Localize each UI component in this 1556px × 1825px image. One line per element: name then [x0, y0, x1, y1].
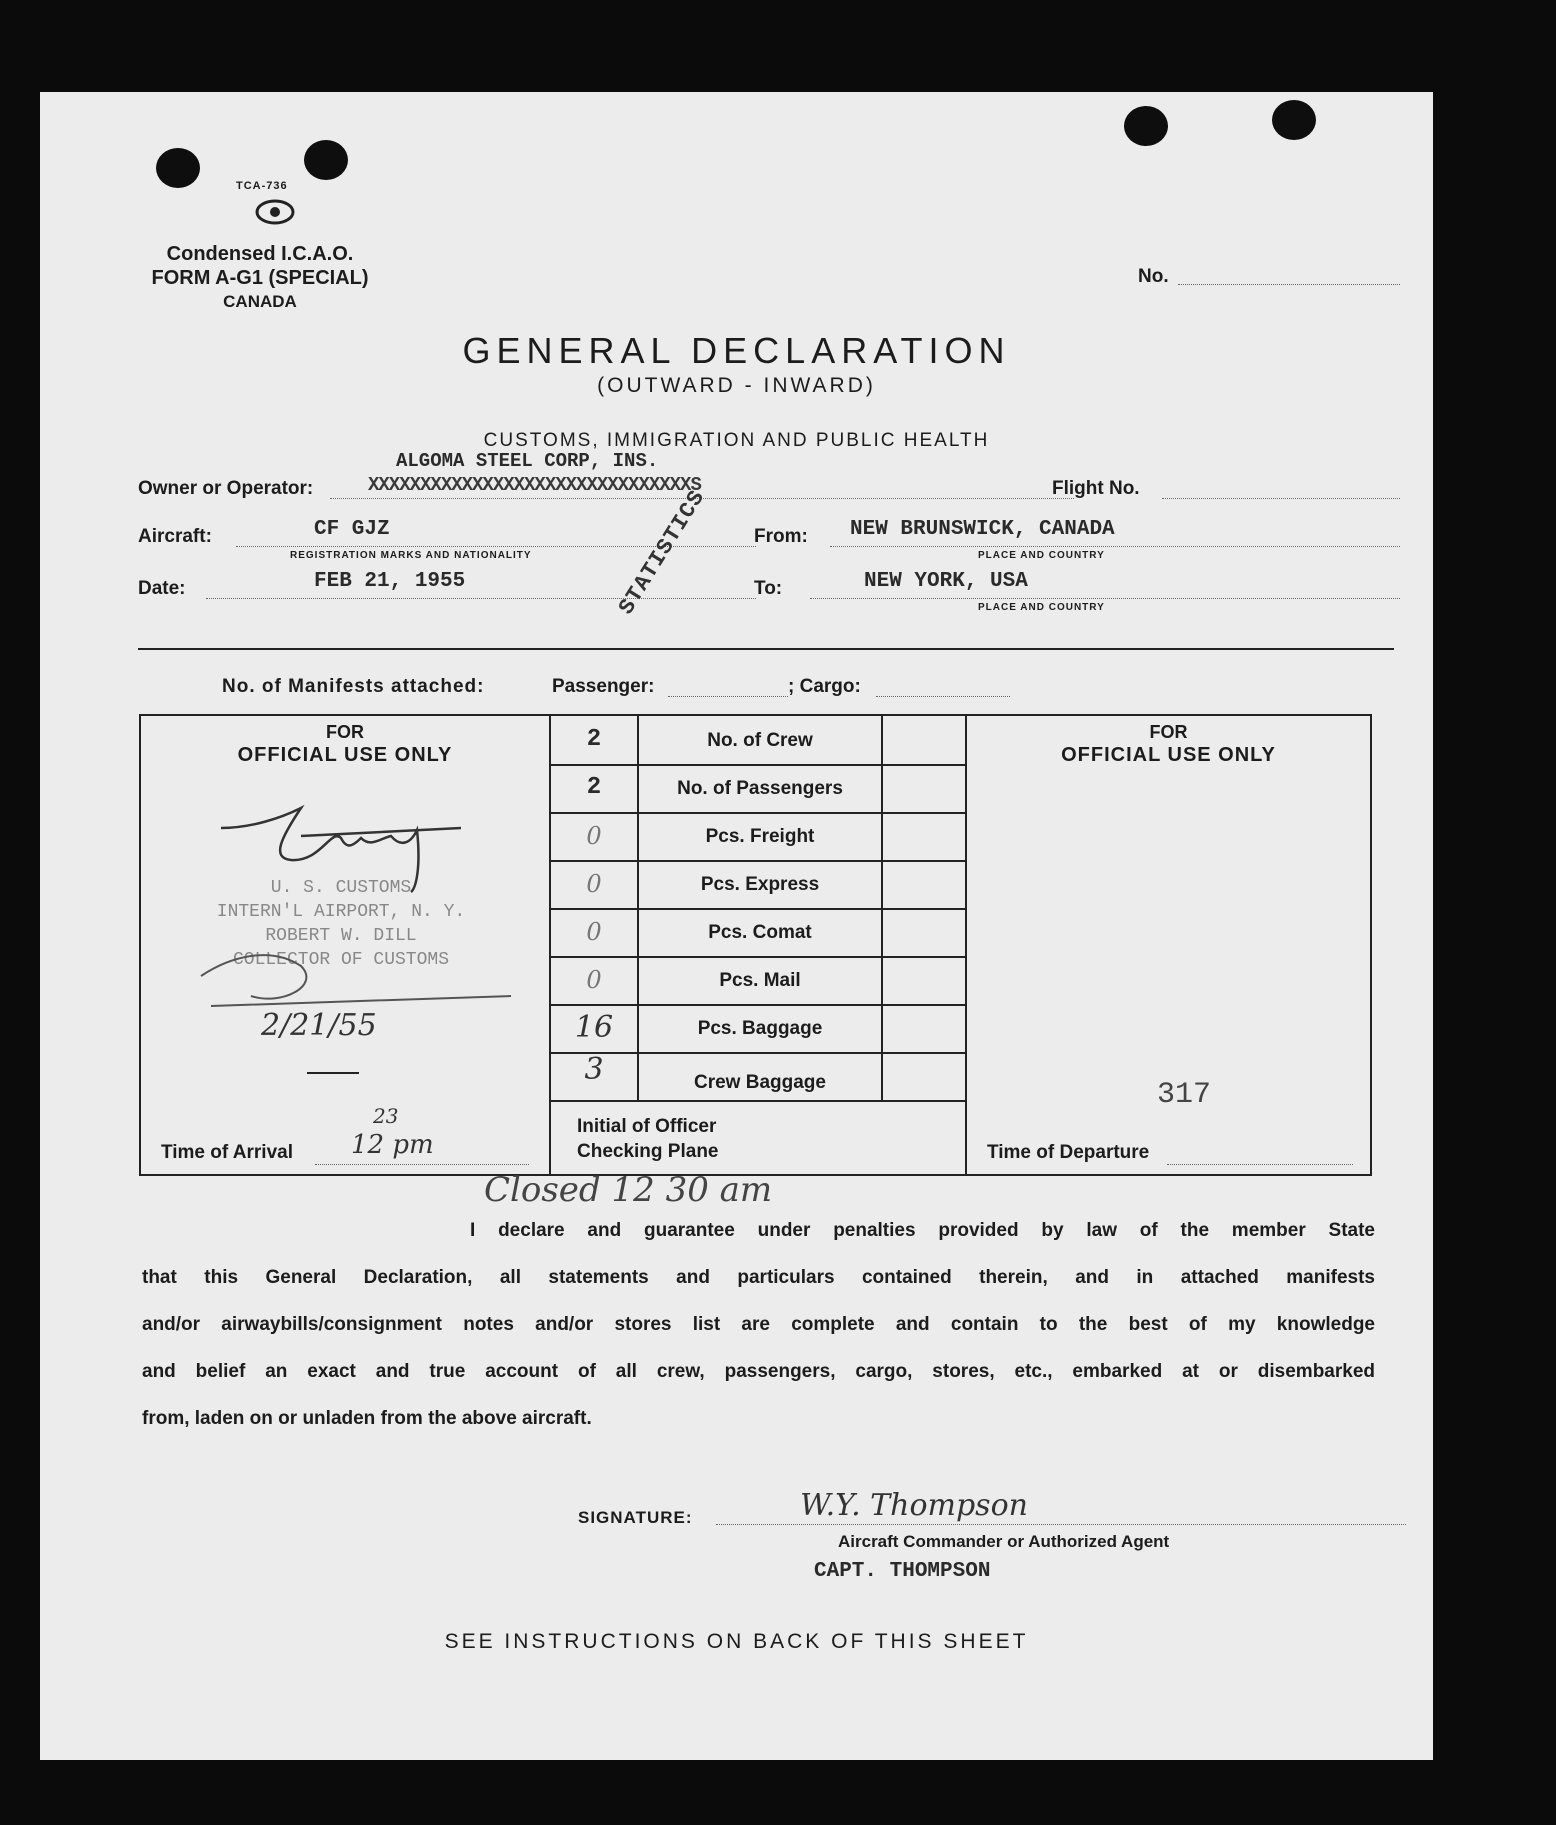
from-value: NEW BRUNSWICK, CANADA [850, 518, 1115, 541]
departure-number: 317 [1157, 1078, 1212, 1112]
to-field [810, 598, 1400, 599]
initial-officer-box [577, 1114, 719, 1164]
signer-name: CAPT. THOMPSON [814, 1560, 991, 1583]
stamp-date: 2/21/55 [261, 1008, 377, 1043]
table-row [551, 764, 965, 812]
customs-stamp-line: COLLECTOR OF CUSTOMS [232, 950, 450, 970]
customs-scribble-icon [191, 936, 521, 1016]
form-code: TCA-736 [236, 180, 288, 192]
owner-label: Owner or Operator: [138, 478, 314, 499]
express-label: Pcs. Express [700, 874, 820, 895]
left-header-official: OFFICIAL USE ONLY [237, 744, 453, 766]
arrival-value: 12 pm [351, 1130, 434, 1160]
left-header-for: FOR [326, 722, 364, 742]
declaration-line: and/or airwaybills/consignment notes and/or stores list are complete and contain to the best of my knowledge [142, 1314, 1375, 1335]
from-label: From: [754, 526, 808, 547]
declaration-line: I declare and guarantee under penalties provided by law of the member State [470, 1220, 1375, 1241]
to-caption: PLACE AND COUNTRY [978, 602, 1105, 613]
from-field [830, 546, 1400, 547]
initial-label-line1: Initial of Officer [577, 1116, 717, 1137]
arrival-minutes: 23 [373, 1104, 399, 1128]
express-count: 0 [586, 870, 602, 898]
crew-baggage-label: Crew Baggage [694, 1072, 826, 1093]
no-field [1178, 284, 1400, 285]
customs-stamp-line: U. S. CUSTOMS [270, 878, 412, 898]
comat-count: 0 [586, 918, 602, 946]
passenger-label: Passenger: [552, 676, 655, 697]
signature-caption: Aircraft Commander or Authorized Agent [838, 1532, 1170, 1551]
mail-count: 0 [586, 966, 602, 994]
passengers-count: 2 [586, 774, 602, 801]
to-value: NEW YORK, USA [864, 570, 1028, 593]
table-row [551, 812, 965, 860]
table-row [551, 956, 965, 1004]
form-designation [100, 242, 420, 314]
document-sheet [40, 92, 1433, 1760]
declaration-table [139, 714, 1372, 1176]
separator-line [138, 648, 1394, 650]
departure-field [1167, 1164, 1353, 1165]
punch-hole [156, 148, 200, 188]
passenger-field [668, 696, 788, 697]
punch-hole [304, 140, 348, 180]
table-row [551, 716, 965, 764]
table-row [551, 1052, 965, 1100]
table-row [551, 908, 965, 956]
form-purpose: CUSTOMS, IMMIGRATION AND PUBLIC HEALTH [483, 430, 990, 451]
owner-value: ALGOMA STEEL CORP, INS. [396, 450, 659, 472]
closed-note: Closed 12 30 am [484, 1170, 773, 1210]
aircraft-caption: REGISTRATION MARKS AND NATIONALITY [290, 550, 532, 561]
statistics-stamp: STATISTICS [614, 485, 711, 620]
date-field [206, 598, 756, 599]
table-row [551, 1004, 965, 1052]
right-header-official: OFFICIAL USE ONLY [1061, 744, 1276, 766]
arrival-field [315, 1164, 529, 1165]
signature-label: SIGNATURE: [578, 1508, 693, 1527]
owner-struck-text: XXXXXXXXXXXXXXXXXXXXXXXXXXXXXXXS [368, 474, 701, 496]
aircraft-value: CF GJZ [314, 518, 390, 541]
left-official-box [141, 716, 549, 1174]
page-title: GENERAL DECLARATION [462, 330, 1011, 371]
to-label: To: [754, 578, 783, 599]
aircraft-label: Aircraft: [138, 526, 212, 547]
comat-label: Pcs. Comat [708, 922, 812, 943]
declaration-line: and belief an exact and true account of all crew, passengers, cargo, stores, etc., embarked at or disembarked [142, 1361, 1375, 1382]
row-divider [551, 1100, 965, 1102]
cargo-field [876, 696, 1010, 697]
no-label: No. [1138, 266, 1169, 287]
freight-count: 0 [586, 822, 602, 850]
footer-instructions: SEE INSTRUCTIONS ON BACK OF THIS SHEET [444, 1630, 1029, 1653]
manifests-label: No. of Manifests attached: [222, 676, 485, 697]
page-subtitle: (OUTWARD - INWARD) [597, 374, 876, 397]
declaration-line: from, laden on or unladen from the above aircraft. [142, 1408, 592, 1429]
crew-count: 2 [586, 726, 602, 753]
date-label: Date: [138, 578, 186, 599]
date-value: FEB 21, 1955 [314, 570, 466, 593]
punch-hole [1124, 106, 1168, 146]
mail-label: Pcs. Mail [719, 970, 801, 991]
signature-field [716, 1524, 1406, 1525]
right-official-box [967, 716, 1370, 1174]
form-title-line3: CANADA [223, 292, 297, 311]
form-title-line2: FORM A-G1 (SPECIAL) [151, 267, 369, 289]
freight-label: Pcs. Freight [705, 826, 815, 847]
punch-hole [1272, 100, 1316, 140]
crew-label: No. of Crew [707, 730, 813, 751]
crew-baggage-count: 3 [584, 1052, 604, 1087]
from-caption: PLACE AND COUNTRY [978, 550, 1105, 561]
customs-stamp-line: INTERN'L AIRPORT, N. Y. [216, 902, 466, 922]
initial-label-line2: Checking Plane [577, 1141, 719, 1162]
customs-stamp-line: ROBERT W. DILL [265, 926, 417, 946]
handwritten-signature: W.Y. Thompson [800, 1488, 1028, 1523]
right-header-for: FOR [1149, 722, 1188, 742]
cargo-label: ; Cargo: [788, 676, 861, 697]
form-title-line1: Condensed I.C.A.O. [166, 243, 354, 265]
counts-column [551, 716, 965, 1174]
flight-label: Flight No. [1052, 478, 1140, 499]
baggage-label: Pcs. Baggage [697, 1018, 823, 1039]
stamp-dash [307, 1072, 359, 1074]
declaration-line: that this General Declaration, all statements and particulars contained therein, and in attached manifests [142, 1267, 1375, 1288]
table-row [551, 860, 965, 908]
baggage-count: 16 [574, 1010, 614, 1045]
flight-field [1162, 498, 1400, 499]
passengers-label: No. of Passengers [677, 778, 843, 799]
crown-emblem-icon [254, 198, 296, 226]
arrival-label: Time of Arrival [161, 1142, 293, 1163]
departure-label: Time of Departure [987, 1142, 1150, 1163]
